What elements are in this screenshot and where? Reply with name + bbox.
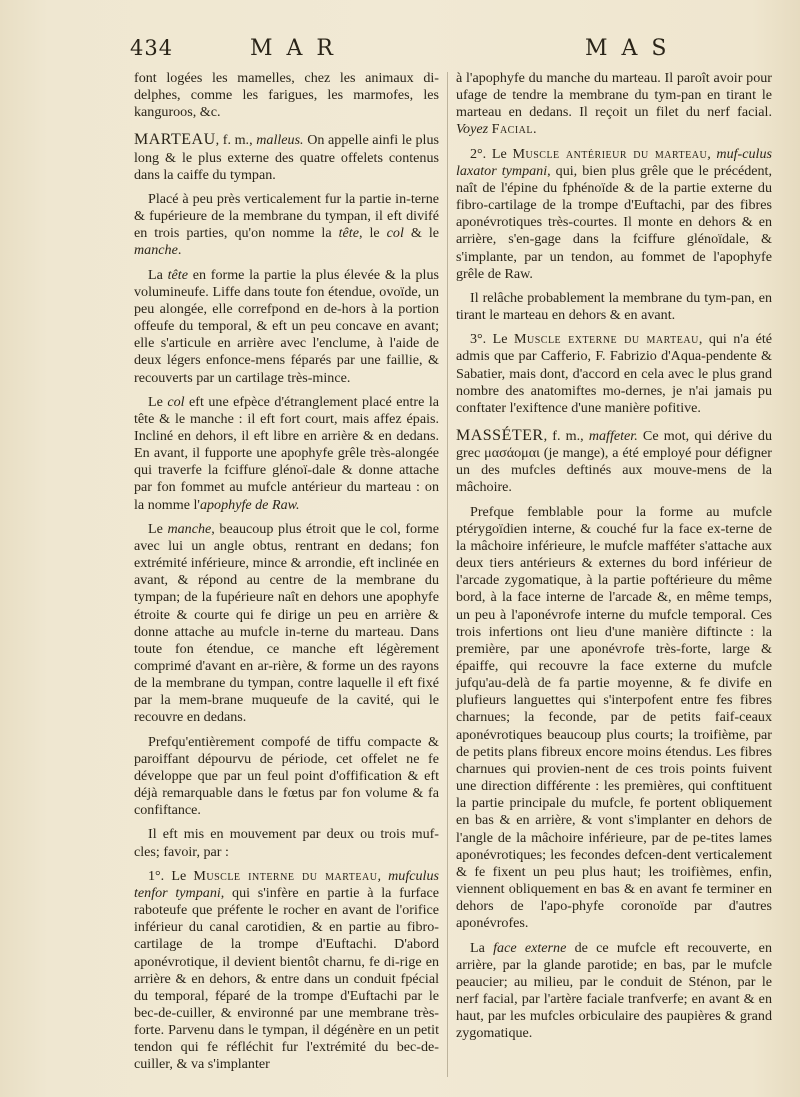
italic-term: apophyfe de Raw. (199, 496, 300, 513)
text-run: à l'apophyfe du manche du marteau. Il paroît avoir pour ufage de tendre la membrane du tym-pan en tirant le marteau en dedans. Il reçoit un filet du nerf facial. (456, 70, 772, 121)
paragraph: Il relâche probablement la membrane du tym-pan, en tirant le marteau en dehors & en avant. (456, 289, 772, 324)
text-run: Le (148, 393, 168, 410)
latin-term: malleus. (256, 132, 304, 149)
paragraph (456, 70, 772, 139)
paragraph (134, 868, 439, 1074)
cross-reference: Facial. (491, 121, 538, 138)
latin-term: maffeter. (588, 427, 638, 444)
definition: Ce mot, qui dérive du grec μασάομαι (je mange), a été employé pour défigner un des mufcles deftinés aux mouve-mens de la mâchoire. (456, 427, 772, 496)
paragraph: Prefqu'entièrement compofé de tiffu compacte & paroiffant dépourvu de période, cet offelet ne fe développe que par un feul point d'offification & eft déjà remarquable dans le fœtus par fon volume & fa confiftance. (134, 733, 439, 819)
italic-term: Voyez (456, 121, 492, 138)
entry-marteau (134, 131, 439, 183)
running-header (130, 30, 778, 70)
italic-term: tête (338, 225, 359, 242)
small-caps-term: Muscle externe du marteau (513, 331, 699, 348)
text-run: 3°. Le (470, 331, 514, 348)
italic-term: tête (167, 266, 188, 283)
italic-term: col (167, 393, 185, 410)
latin-term: , mufculus tenfor tympani (134, 867, 440, 901)
text-run: & le (403, 225, 440, 242)
text-run: 2°. Le (470, 145, 513, 162)
text-run: , le (358, 225, 387, 242)
paragraph: font logées les mamelles, chez les animaux di-delphes, comme les farigues, les marmofes, les kanguroos, &c. (134, 70, 439, 121)
paragraph (456, 331, 772, 417)
text-run: 1°. Le (148, 867, 194, 884)
italic-term: manche (134, 242, 178, 259)
left-column (134, 70, 439, 1081)
text-run: . (177, 242, 182, 259)
right-column (456, 70, 772, 1049)
entry-masseter (456, 427, 772, 497)
text-run: eft une efpèce d'étranglement placé entre la tête & le manche : il eft fort court, mais affez épais. Incliné en dehors, il eft libre en arrière & en dedans. En avant, il fupporte une apophyfe grêle très-alongée qui traverfe la fciffure glénoï-dale & donne attache par fon fommet au mufcle antérieur du marteau : on la nomme l' (134, 393, 440, 513)
text-run: Placé à peu près verticalement fur la partie in-terne & fupérieure de la membrane du tympan, il eft divifé en trois parties, qu'on nomme la (134, 190, 439, 242)
small-caps-term: Muscle interne du marteau (193, 867, 378, 884)
paragraph (134, 521, 439, 727)
text-run: de ce mufcle eft recouverte, en arrière, par la glande parotide; en bas, par le mufcle peaucier; au milieu, par le conduit de Sténon, par le nerf facial, par l'artère faciale tranfverfe; en avant & en haut, par les mufcles orbiculaire des paupières & grand zygomatique. (456, 939, 772, 1042)
entry-gram: , f. m., (543, 427, 589, 444)
paragraph (134, 267, 439, 387)
paragraph: Il eft mis en mouvement par deux ou trois muf-cles; favoir, par : (134, 826, 439, 860)
text-run: , qui n'a été admis que par Cafferio, F. Fabrizio d'Aqua-pendente & Sabatier, mais dont, d'accord en cela avec le plus grand nombre des anatomiftes mo-dernes, je n'ai jamais pu conftater l'exiftence d'une manière pofitive. (456, 331, 773, 416)
text-run: , beaucoup plus étroit que le col, forme avec lui un angle obtus, rentrant en dedans; fon extrémité inférieure, mince & arrondie, eft inclinée en avant, & répond au centre de la membrane du tympan; de la fupérieure naît en dehors une apophyfe étroite & courte qui fe dirige un peu en arrière & donne attache au mufcle in-terne du marteau. Dans toute fon étendue, ce manche eft légèrement comprimé d'avant en ar-rière, & forme un des rayons de la membrane du tympan, contre laquelle il eft fixé par la mem-brane muqueufe de la cavité, qui le recouvre en dedans. (134, 520, 440, 726)
paragraph (134, 394, 439, 514)
text-run: , qui, bien plus grêle que le précédent, naît de l'épine du fphénoïde & de la partie externe du fibro-cartilage de la trompe d'Euftachi, par des fibres aponévrotiques très-courtes. Il monte en dehors & en arrière, s'en-gage dans la fciffure glénoïdale, & s'implante, par un tendon, au fommet de l'apophyfe grêle de Raw. (456, 162, 772, 282)
paragraph (134, 191, 439, 260)
page-number: 434 (130, 36, 174, 60)
latin-term: , muf-culus laxator tympani (456, 145, 773, 179)
text-run: , qui s'infère en partie à la furface raboteufe que préfente le rocher en avant de l'orifice inférieur du canal carotidien, & en partie au fibro-cartilage de la trompe d'Euftachi. D'abord aponévrotique, il devient bientôt charnu, fe di-rige en arrière & en dehors, & entre dans un conduit fpécial du temporal, féparé de la trompe d'Euftachi par le bec-de-cuiller, & environné par une membrane très-forte. Parvenu dans le tympan, il dégénère en un petit tendon qui fe réfléchit fur l'extrémité du bec-de-cuiller, & va s'implanter (134, 884, 439, 1073)
italic-term: col (386, 225, 404, 242)
headword: MASSÉTER (456, 426, 544, 444)
small-caps-term: Muscle antérieur du marteau (512, 145, 708, 162)
paragraph (456, 146, 772, 283)
running-head-left: MAR (250, 36, 347, 61)
text-run: La (470, 939, 494, 956)
text-run: Le (148, 520, 168, 537)
italic-term: face externe (493, 939, 567, 956)
definition: On appelle ainfi le plus long & le plus externe des quatre offelets contenus dans la caiffe du tympan. (134, 132, 440, 183)
running-head-right: MAS (585, 36, 681, 61)
text-run: en forme la partie la plus élevée & la plus volumineufe. Liffe dans toute fon étendue, ovoïde, un peu alongée, elle correfpond en de-hors à la portion offeufe du temporal, & eft un peu concave en avant; elle s'articule en arrière avec l'enclume, à l'aide de deux légers enfonce-mens féparés par une faillie, & recouverts par un cartilage très-mince. (134, 266, 439, 386)
headword: MARTEAU (134, 131, 216, 149)
text-run: La (148, 266, 168, 283)
italic-term: manche (167, 520, 212, 537)
paragraph: Prefque femblable pour la forme au mufcle ptérygoïdien interne, & couché fur la face ex-terne de la mâchoire inférieure, le mufcle mafféter s'attache aux deux tiers antérieurs & externes du bord inférieur de l'arcade zygomatique, à la partie poftérieure du même bord, à la face interne de l'arcade &, en même temps, un peu à l'aponévrofe interne du mufcle temporal. Ces trois infertions ont lieu d'une manière diftincte : la première, par une aponévrofe très-forte, large & épaiffe, qui recouvre la face externe du mufcle jufqu'au-delà de fa partie moyenne, & fe divife en plufieurs languettes qui s'interpofent entre fes fibres charnues; la feconde, par de petits faif-ceaux aponévrotiques beaucoup plus courts; la troifième, par de petits plans fibreux encore moins étendus. Les fibres charnues qui provien-nent de ces trois points fuivent une direction différente : les premières, qui conftituent la partie principale du mufcle, fe portent obliquement en bas & en arrière, & vont s'implanter en dehors de l'angle de la mâchoire inférieure, par de pe-tites lames aponévrotiques; les fecondes defcen-dent verticalement & fe fixent un peu plus haut; les troifièmes, enfin, viennent obliquement en bas & en avant fe terminer en dehors de l'apo-phyfe coronoïde par d'autres aponévrofes. (456, 503, 772, 932)
column-divider (447, 72, 448, 1077)
paragraph (456, 940, 772, 1043)
entry-gram: , f. m., (215, 132, 257, 149)
